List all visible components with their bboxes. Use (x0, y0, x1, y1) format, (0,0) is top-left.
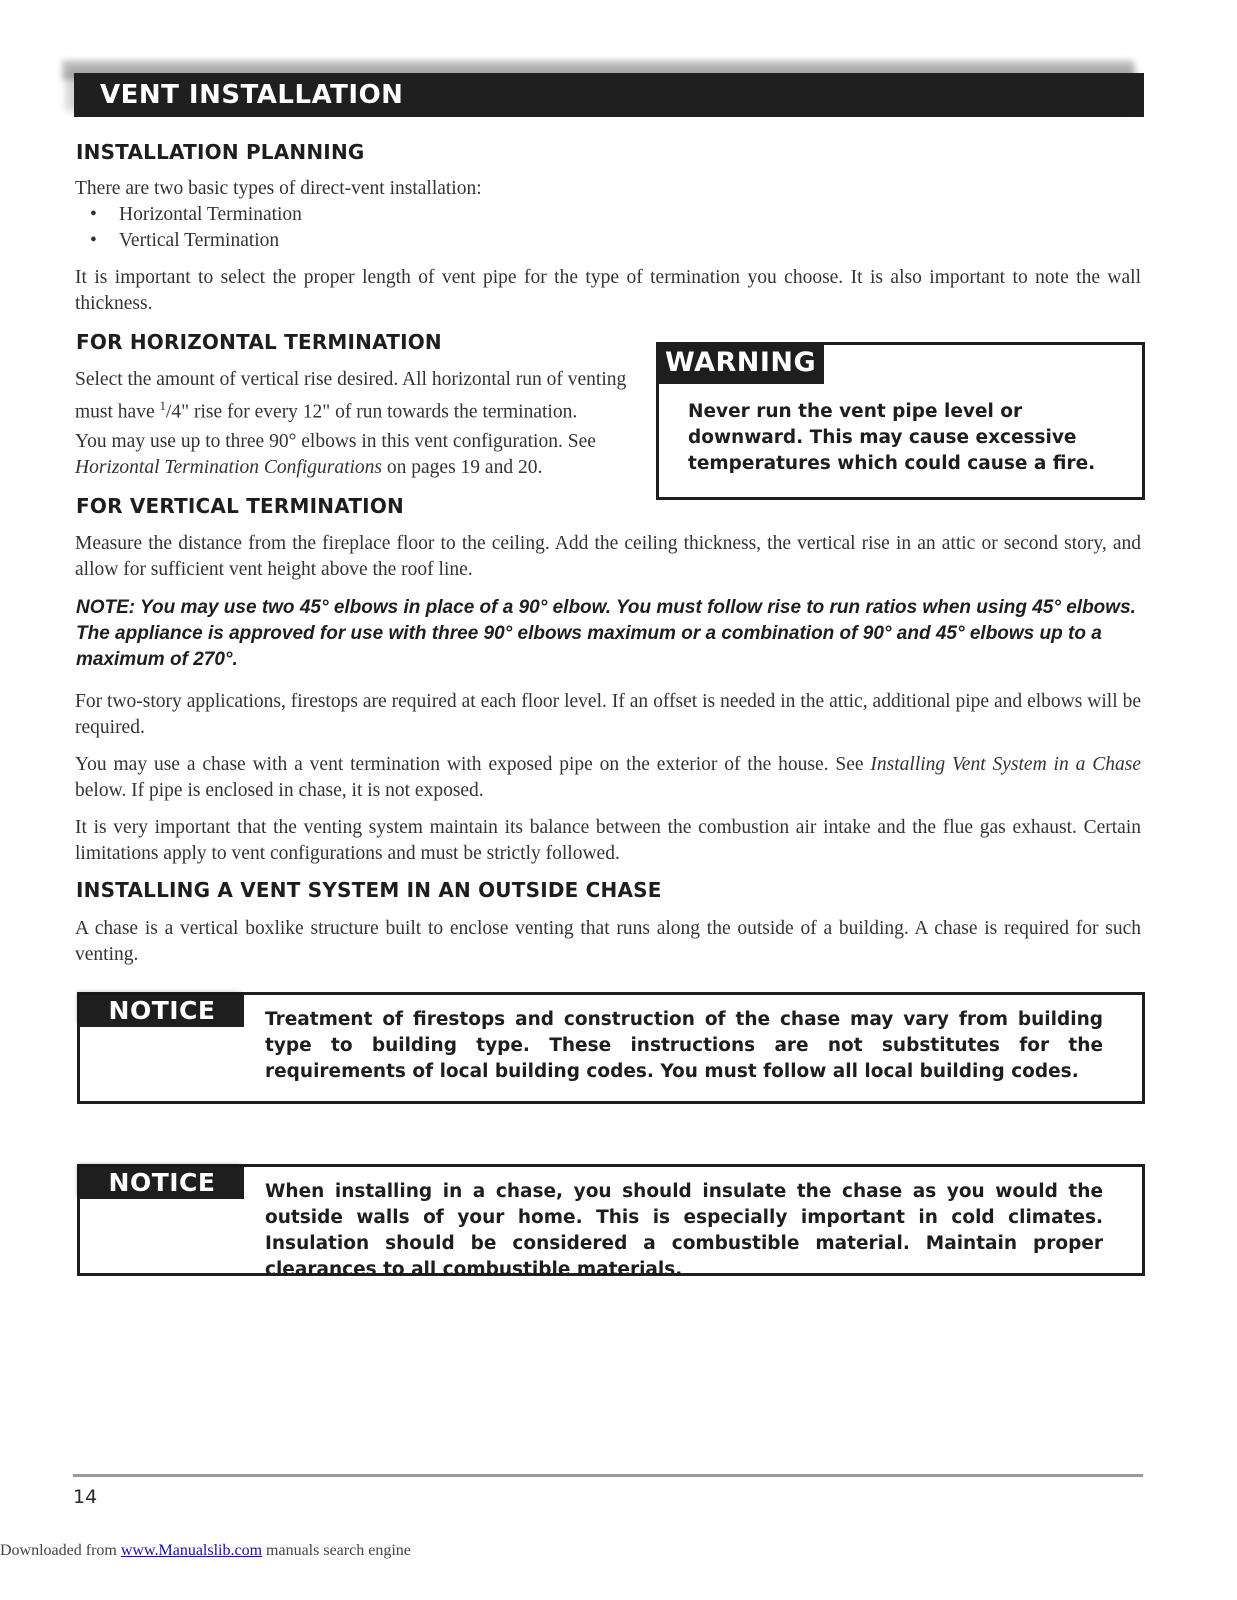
page-title: VENT INSTALLATION (100, 80, 404, 110)
notice-label: NOTICE (80, 1167, 244, 1199)
elbow-note: NOTE: You may use two 45° elbows in place of a 90° elbow. You must follow rise to run ratios when using 45° elbows. The appliance is approved for use with three 90° elbows maximum or a combination of 90° and 45° elbows up to a maximum of 270°. (76, 597, 1136, 670)
notice-box-firestops (77, 992, 1145, 1104)
heading-vertical-termination: FOR VERTICAL TERMINATION (76, 494, 404, 518)
download-credit: Downloaded from www.Manualslib.com manuals search engine (0, 1542, 411, 1559)
list-item: • Vertical Termination (90, 228, 302, 254)
list-item: • Horizontal Termination (90, 202, 302, 228)
warning-text: Never run the vent pipe level or downward. This may cause excessive temperatures which could cause a fire. (688, 401, 1096, 474)
horizontal-paragraph-1: Select the amount of vertical rise desired. All horizontal run of venting must have $^1$/4" rise for every 12" of run towards the termination. (75, 369, 627, 423)
heading-outside-chase: INSTALLING A VENT SYSTEM IN AN OUTSIDE CHASE (76, 878, 662, 902)
notice-label: NOTICE (80, 995, 244, 1027)
planning-paragraph: It is important to select the proper length of vent pipe for the type of termination you choose. It is also important to note the wall thickness. (75, 267, 1141, 314)
warning-box (656, 342, 1145, 500)
bullet-icon: • (90, 204, 97, 225)
vertical-paragraph-2: For two-story applications, firestops are required at each floor level. If an offset is needed in the attic, additional pipe and elbows will be required. (75, 691, 1141, 738)
notice-text: When installing in a chase, you should insulate the chase as you would the outside walls of your home. This is especially important in cold climates. Insulation should be considered a combustible material. Maintain proper clearances to all combustible materials. (265, 1181, 1103, 1280)
heading-installation-planning: INSTALLATION PLANNING (76, 140, 365, 164)
horizontal-paragraph-2: You may use up to three 90° elbows in this vent configuration. See Horizontal Termination Configurations on pages 19 and 20. (75, 431, 596, 478)
vertical-paragraph-1: Measure the distance from the fireplace floor to the ceiling. Add the ceiling thickness, the vertical rise in an attic or second story, and allow for sufficient vent height above the roof line. (75, 533, 1141, 580)
vertical-paragraph-3: You may use a chase with a vent termination with exposed pipe on the exterior of the house. See Installing Vent System in a Chase below. If pipe is enclosed in chase, it is not exposed. (75, 754, 1141, 801)
manualslib-link[interactable]: www.Manualslib.com (120, 1542, 263, 1559)
notice-text: Treatment of firestops and construction of the chase may vary from building type to building type. These instructions are not substitutes for the requirements of local building codes. You must follow all local building codes. (265, 1009, 1103, 1082)
planning-intro: There are two basic types of direct-vent installation: (75, 178, 482, 199)
section-banner (74, 73, 1144, 117)
heading-horizontal-termination: FOR HORIZONTAL TERMINATION (76, 330, 442, 354)
vertical-paragraph-4: It is very important that the venting system maintain its balance between the combustion air intake and the flue gas exhaust. Certain limitations apply to vent configurations and must be strictly followed. (75, 817, 1141, 864)
warning-label: WARNING (659, 345, 824, 384)
footer-rule (73, 1474, 1143, 1477)
chase-paragraph: A chase is a vertical boxlike structure built to enclose venting that runs along the outside of a building. A chase is required for such venting. (75, 918, 1141, 965)
termination-types-list (90, 202, 302, 254)
notice-box-insulation (77, 1164, 1145, 1280)
page-number: 14 (73, 1486, 98, 1508)
bullet-icon: • (90, 230, 97, 251)
